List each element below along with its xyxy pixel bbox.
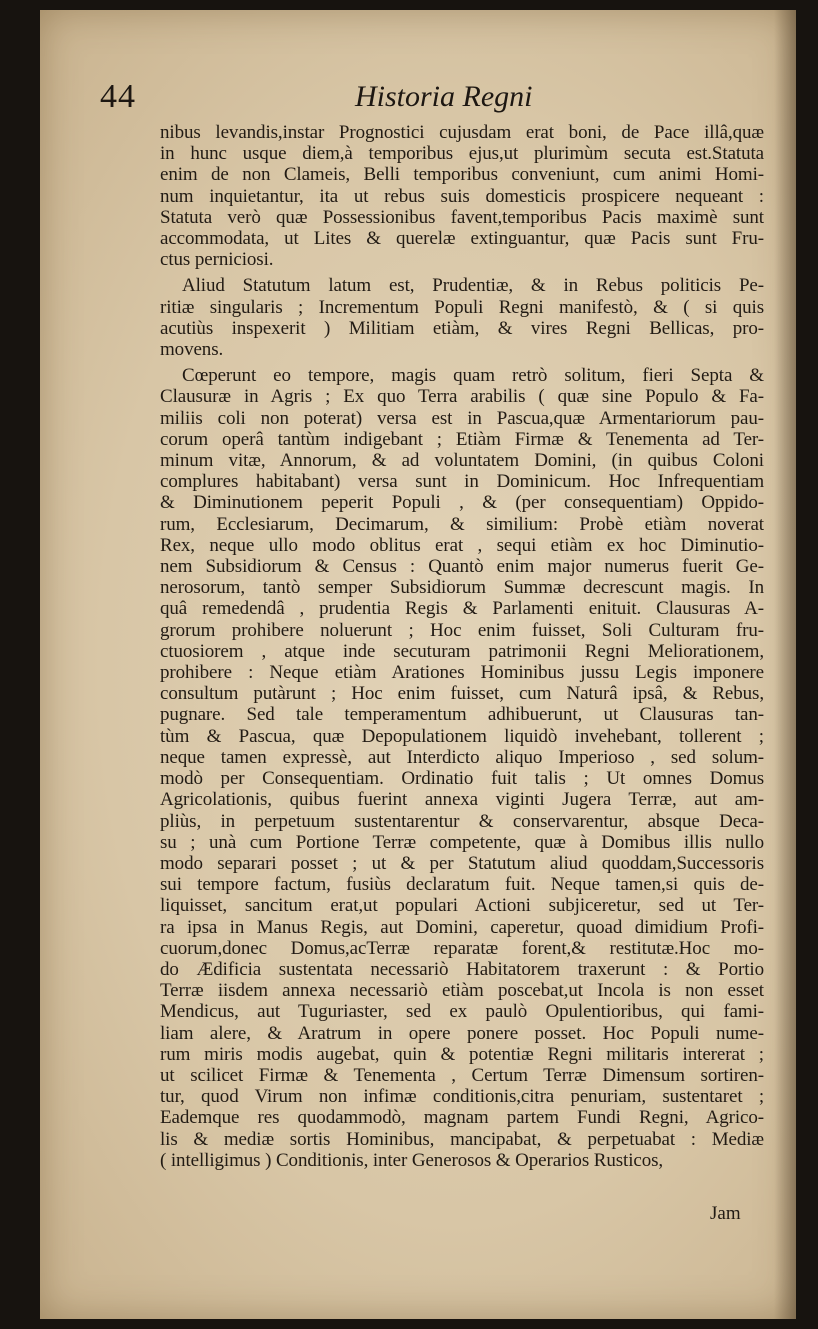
text-line: Cœperunt eo tempore, magis quam retrò solitum, fieri Septa &: [182, 365, 764, 387]
text-line: cuorum,donec Domus,acTerræ reparatæ forent,& restitutæ.Hoc mo-: [160, 937, 764, 959]
text-line: movens.: [160, 339, 224, 361]
page-body-text: [160, 122, 764, 1171]
text-line: accommodata, ut Lites & querelæ extinguantur, quæ Pacis sunt Fru-: [160, 228, 764, 250]
text-line: ( intelligimus ) Conditionis, inter Generosos & Operarios Rusticos,: [160, 1149, 664, 1171]
text-line: & Diminutionem peperit Populi , & (per consequentiam) Oppido-: [160, 492, 764, 514]
text-line: ctus perniciosi.: [160, 249, 274, 271]
text-line: pugnare. Sed tale temperamentum adhibuerunt, ut Clausuras tan-: [160, 704, 764, 726]
page-header: [100, 78, 700, 122]
page-gutter-shadow: [774, 10, 796, 1319]
text-line: Terræ iisdem annexa necessariò etiàm poscebat,ut Incola is non esset: [160, 980, 764, 1002]
text-line: do Ædificia sustentata necessariò Habitatorem traxerunt : & Portio: [160, 958, 764, 980]
text-line: enim de non Clameis, Belli temporibus conveniunt, cum animi Homi-: [160, 164, 764, 186]
text-line: modò per Consequentiam. Ordinatio fuit talis ; Ut omnes Domus: [160, 768, 764, 790]
text-line: liam alere, & Aratrum in opere ponere posset. Hoc Populi nume-: [160, 1022, 764, 1044]
text-line: rum miris modis augebat, quin & potentiæ Regni militaris intererat ;: [160, 1043, 764, 1065]
text-line: ut scilicet Firmæ & Tenementa , Certum Terræ Dimensum sortiren-: [160, 1064, 764, 1086]
text-line: in hunc usque diem,à temporibus ejus,ut plurimùm secuta est.Statuta: [160, 143, 764, 165]
paragraph: [160, 275, 764, 360]
text-line: liquisset, sancitum erat,ut populari Actioni subjiceretur, sed ut Ter-: [160, 895, 764, 917]
paragraph: [160, 122, 764, 270]
text-line: minum vitæ, Annorum, & ad voluntatem Domini, (in quibus Coloni: [160, 450, 764, 472]
text-line: prohibere : Neque etiàm Arationes Hominibus jussu Legis imponere: [160, 662, 764, 684]
text-line: grorum prohibere noluerunt ; Hoc enim fuisset, Soli Culturam fru-: [160, 619, 764, 641]
text-line: nerosorum, tantò semper Subsidiorum Summæ decrescunt magis. In: [160, 577, 764, 599]
text-line: Mendicus, aut Tuguriaster, sed ex paulò Opulentioribus, qui fami-: [160, 1001, 764, 1023]
text-line: consultum putàrunt ; Hoc enim fuisset, cum Naturâ ipsâ, & Rebus,: [160, 683, 764, 705]
text-line: modo separari posset ; ut & per Statutum aliud quoddam,Successoris: [160, 852, 764, 874]
text-line: sui tempore factum, fusiùs declaratum fuit. Neque tamen,si quis de-: [160, 874, 764, 896]
text-line: nem Subsidiorum & Census : Quantò enim major numerus fuerit Ge-: [160, 556, 764, 578]
text-line: acutiùs inspexerit ) Militiam etiàm, & vires Regni Bellicas, pro-: [160, 317, 764, 339]
text-line: miliis coli non poterat) versa est in Pascua,quæ Armentariorum pau-: [160, 407, 764, 429]
text-line: nibus levandis,instar Prognostici cujusdam erat boni, de Pace illâ,quæ: [160, 122, 764, 143]
text-line: num inquietantur, ita ut rebus suis domesticis prospicere nequeant :: [160, 185, 764, 207]
text-line: corum operâ tantùm indigebant ; Etiàm Firmæ & Tenementa ad Ter-: [160, 428, 764, 450]
text-line: tùm & Pascua, quæ Depopulationem liquidò invehebant, tollerent ;: [160, 725, 764, 747]
text-line: lis & mediæ sortis Hominibus, mancipabat, & perpetuabat : Mediæ: [160, 1128, 764, 1150]
text-line: complures habitabant) versa sunt in Dominicum. Hoc Infrequentiam: [160, 471, 764, 493]
catchword: Jam: [710, 1203, 741, 1224]
text-line: ctuosiorem , atque inde secuturam patrimonii Regni Meliorationem,: [160, 640, 764, 662]
text-line: neque tamen expressè, aut Interdicto aliquo Imperioso , sed solum-: [160, 746, 764, 768]
text-line: quâ remedendâ , prudentia Regis & Parlamenti enituit. Clausuras A-: [160, 598, 764, 620]
text-line: ritiæ singularis ; Incrementum Populi Regni manifestò, & ( si quis: [160, 296, 764, 318]
text-line: rum, Ecclesiarum, Decimarum, & similium: Probè etiàm noverat: [160, 513, 764, 535]
text-line: Agricolationis, quibus fuerint annexa viginti Jugera Terræ, aut am-: [160, 789, 764, 811]
text-line: pliùs, in perpetuum sustentarentur & conservarentur, absque Deca-: [160, 810, 764, 832]
text-line: Clausuræ in Agris ; Ex quo Terra arabilis ( quæ sine Populo & Fa-: [160, 386, 764, 408]
paragraph: [160, 365, 764, 1171]
page-number: 44: [100, 78, 136, 115]
text-line: tur, quod Virum non infimæ conditionis,citra penuriam, sustentaret ;: [160, 1086, 764, 1108]
text-line: Statuta verò quæ Possessionibus favent,temporibus Pacis maximè sunt: [160, 206, 764, 228]
text-line: ra ipsa in Manus Regis, aut Domini, caperetur, quoad dimidium Profi-: [160, 916, 764, 938]
running-title: Historia Regni: [355, 80, 533, 113]
text-line: Eademque res quodammodò, magnam partem Fundi Regni, Agrico-: [160, 1107, 764, 1129]
text-line: Aliud Statutum latum est, Prudentiæ, & in Rebus politicis Pe-: [182, 275, 764, 297]
text-line: su ; unà cum Portione Terræ competente, quæ à Domibus illis nullo: [160, 831, 764, 853]
text-line: Rex, neque ullo modo oblitus erat , sequi etiàm ex hoc Diminutio-: [160, 534, 764, 556]
